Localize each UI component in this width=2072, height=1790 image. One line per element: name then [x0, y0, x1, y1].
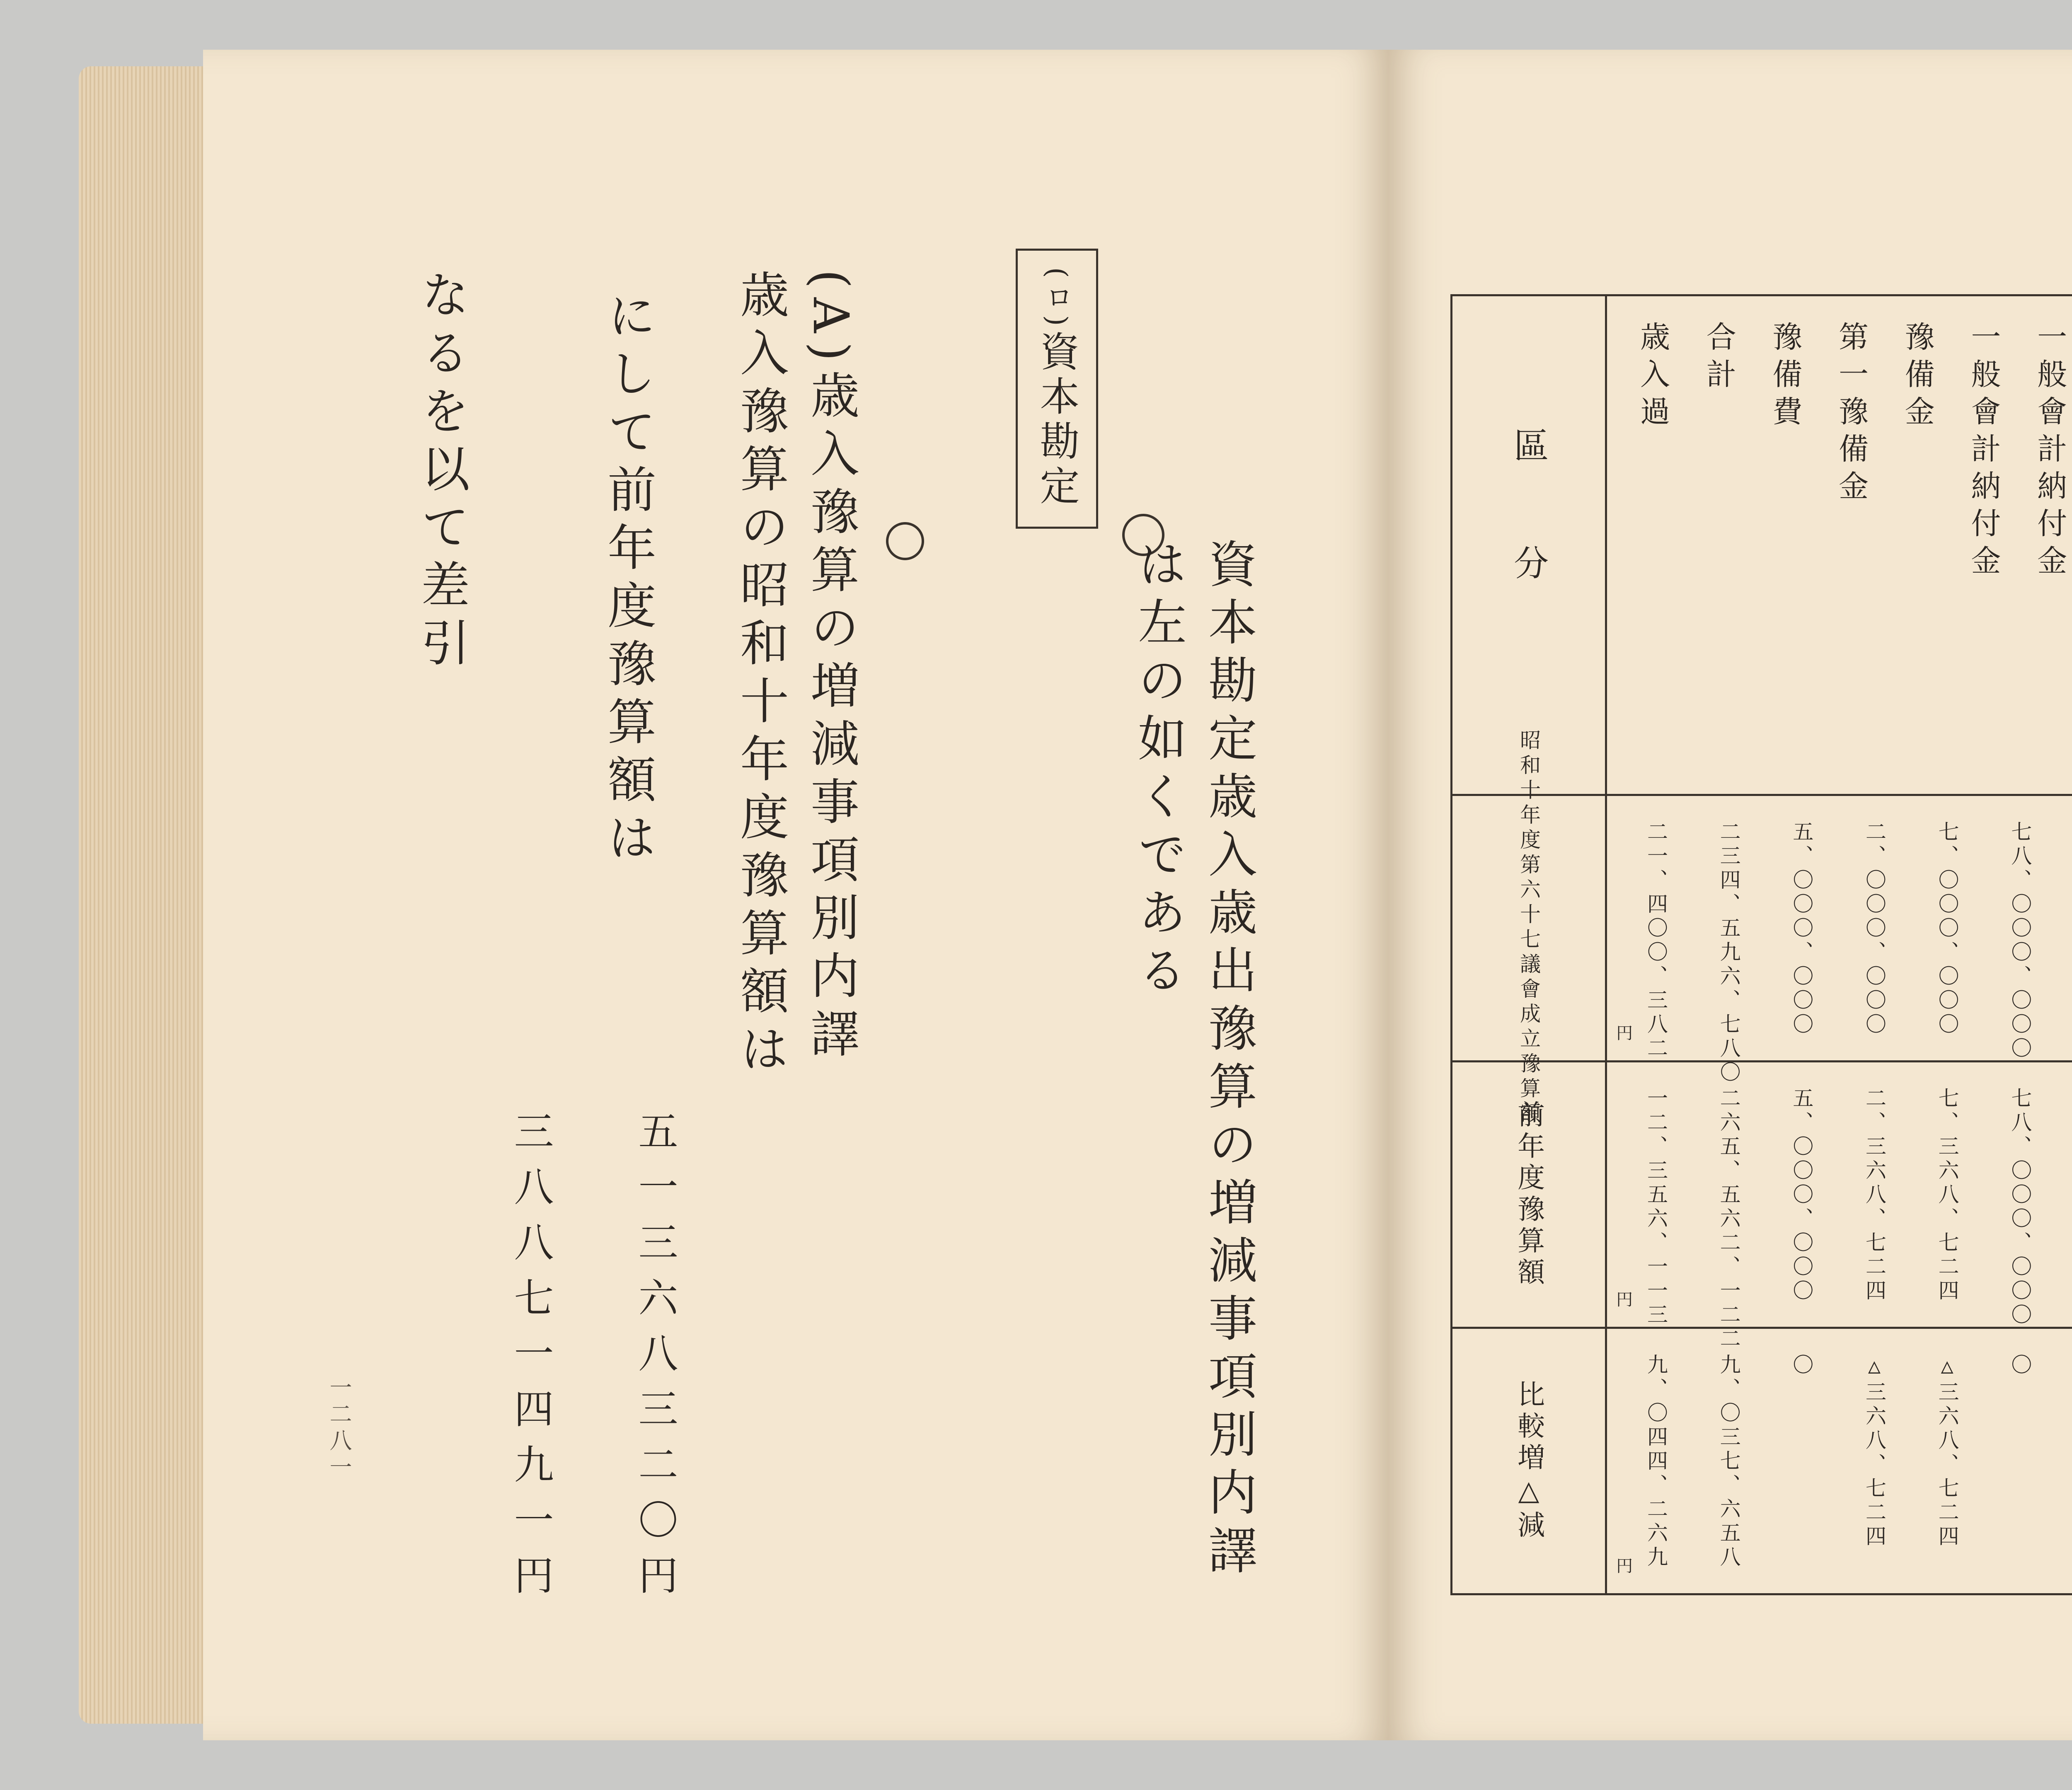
amount-1: 五一三六八三二〇円 [632, 1110, 678, 1610]
page-number-left: 一二八一 [326, 1376, 352, 1482]
table-value: 二三四、五九六、七八〇 [1716, 820, 1741, 1085]
table-value: 九、〇三七、六五八 [1716, 1353, 1741, 1570]
items-cell [1606, 295, 2072, 795]
table-value: 七、〇〇〇、〇〇〇 [1935, 820, 1959, 1037]
unit-yen: 円 [1616, 1023, 1633, 1043]
row-1-label-cell [1452, 729, 1606, 1127]
table-value: 二六五、五六二、一二二 [1716, 1087, 1741, 1352]
table-value: 七、三六八、七二四 [1935, 1087, 1959, 1304]
left-page [203, 50, 1388, 1740]
table-item-label: 合計 [1701, 321, 1736, 396]
table-value: 五、〇〇〇、〇〇〇 [1789, 820, 1814, 1037]
table-value: △三六八、七二四 [1935, 1353, 1959, 1549]
row-1-values-cell [1606, 795, 2072, 1085]
unit-yen: 円 [1616, 1557, 1633, 1576]
circle-mark-2 [886, 522, 924, 560]
table-value: 九、〇四四、二六九 [1644, 1353, 1668, 1570]
table-value: 二、三六八、七二四 [1862, 1087, 1886, 1304]
table-item-label: 豫備金 [1900, 321, 1935, 433]
table-value: 七八、〇〇〇、〇〇〇 [2008, 1087, 2032, 1328]
item-a-line-1: (A)歳入豫算の増減事項別内譯 [802, 269, 859, 1067]
table-value: 一二、三五六、一一三 [1644, 1087, 1668, 1328]
table-item-label: 一般會計納付金 [1966, 321, 2001, 582]
table-header-row-label [1452, 295, 1606, 795]
unit-yen: 円 [1616, 1290, 1633, 1309]
table-value: 七八、〇〇〇、〇〇〇 [2008, 820, 2032, 1061]
paragraph-1-line-2: は左の如くである [1130, 539, 1187, 1003]
row-3-values-cell [1606, 1328, 2072, 1594]
table-item-label: 豫備費 [1767, 321, 1803, 433]
header-col-label: 區分 [1508, 427, 1549, 663]
page-block-left [79, 66, 215, 1724]
table-value: 二、〇〇〇、〇〇〇 [1862, 820, 1886, 1037]
amount-2: 三八八七一四九一円 [508, 1110, 554, 1610]
item-a-line-3: にして前年度豫算額は [599, 290, 656, 870]
right-page [1388, 50, 2072, 1740]
section-heading-number: (ロ) [1041, 267, 1073, 331]
row-2-values-cell [1606, 1061, 2072, 1352]
table-item-label: 第一豫備金 [1834, 321, 1869, 508]
item-a-line-4: なるを以て差引 [413, 269, 470, 675]
paragraph-1-line-1: 資本勘定歳入歳出豫算の増減事項別内譯 [1200, 539, 1257, 1583]
row-label: 比較増△減 [1513, 1380, 1545, 1542]
open-book [79, 50, 2072, 1740]
table-value: 〇 [1789, 1353, 1814, 1378]
table-value: 〇 [2008, 1353, 2032, 1378]
row-label: 昭和十年度第六十七議會成立豫算額 [1517, 729, 1541, 1127]
table-value: △三六八、七二四 [1862, 1353, 1886, 1549]
budget-table [1450, 294, 2072, 1595]
row-label: 前年度豫算額 [1513, 1100, 1545, 1289]
table-value: 二一、四〇〇、三八二 [1644, 820, 1668, 1061]
section-heading: 資本勘定 [1034, 331, 1080, 510]
row-2-label-cell [1452, 1061, 1606, 1328]
section-heading-box [1016, 249, 1098, 529]
row-3-label-cell [1452, 1328, 1606, 1594]
item-a-line-2: 歳入豫算の昭和十年度豫算額は [732, 269, 789, 1081]
table-item-label: 歳入過 [1635, 321, 1670, 433]
table-value: 五、〇〇〇、〇〇〇 [1789, 1087, 1814, 1304]
table-item-label: 一般會計納付金 [2032, 321, 2067, 582]
